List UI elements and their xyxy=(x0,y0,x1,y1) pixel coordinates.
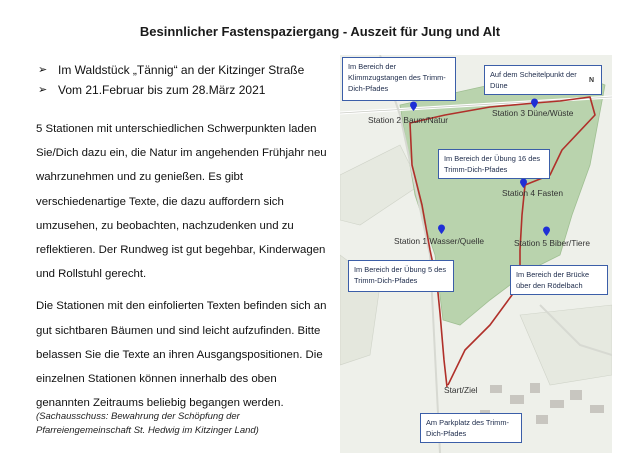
paragraph-stations: Die Stationen mit den einfolierten Texten befinden sich an gut sichtbaren Bäumen und sind leicht aufzufinden. Bitte belassen Sie die Texte an ihren Ausgangspositionen. Die einzelnen Stationen können innerhalb des oben genannten Zeitraums beliebig begangen werden. xyxy=(36,300,327,410)
callout-station-3: Auf dem Scheitelpunkt der Düne xyxy=(484,65,602,95)
station-4-label: Station 4 Fasten xyxy=(502,188,563,198)
info-bullets xyxy=(38,60,338,100)
bullet-dates-text: Vom 21.Februar bis zum 28.März 2021 xyxy=(58,83,266,97)
arrow-bullet-icon: ➢ xyxy=(38,64,48,76)
callout-station-4: Im Bereich der Übung 16 des Trimm-Dich-Pfades xyxy=(438,149,550,179)
start-finish-label: Start/Ziel xyxy=(444,385,478,395)
paragraph-intro: 5 Stationen mit unterschiedlichen Schwerpunkten laden Sie/Dich dazu ein, die Natur im angehenden Frühjahr neu wahrzunehmen und zu genießen. Es gibt verschiedenartige Texte, die dazu auffordern sich umzusehen, zu beobachten, nachzudenken und zu reflektieren. Der Rundweg ist gut begehbar, Kinderwagen und Rollstuhl gerecht. xyxy=(36,123,327,281)
body-text xyxy=(36,117,332,415)
arrow-bullet-icon: ➢ xyxy=(38,84,48,96)
callout-station-5: Im Bereich der Brücke über den Rödelbach xyxy=(510,265,608,295)
station-5-label: Station 5 Biber/Tiere xyxy=(514,238,591,248)
footnote: (Sachausschuss: Bewahrung der Schöpfung der Pfarreiengemeinschaft St. Hedwig im Kitzinger Land) xyxy=(36,411,259,436)
bullet-location-text: Im Waldstück „Tännig“ an der Kitzinger Straße xyxy=(58,63,305,77)
bullet-location xyxy=(38,60,338,80)
page-title: Besinnlicher Fastenspaziergang - Auszeit für Jung und Alt xyxy=(139,24,501,39)
callout-station-1: Im Bereich der Übung 5 des Trimm-Dich-Pfades xyxy=(348,260,454,292)
station-1-label: Station 1 Wasser/Quelle xyxy=(394,236,484,246)
bullet-dates xyxy=(38,80,338,100)
station-3-label: Station 3 Düne/Wüste xyxy=(492,108,574,118)
route-map xyxy=(340,55,612,453)
callout-start-finish: Am Parkplatz des Trimm-Dich-Pfades xyxy=(420,413,522,443)
callout-station-2: Im Bereich der Klimmzugstangen des Trimm-Dich-Pfades xyxy=(342,57,456,101)
station-2-label: Station 2 Baum/Natur xyxy=(368,115,449,125)
compass-label: N xyxy=(589,77,595,84)
